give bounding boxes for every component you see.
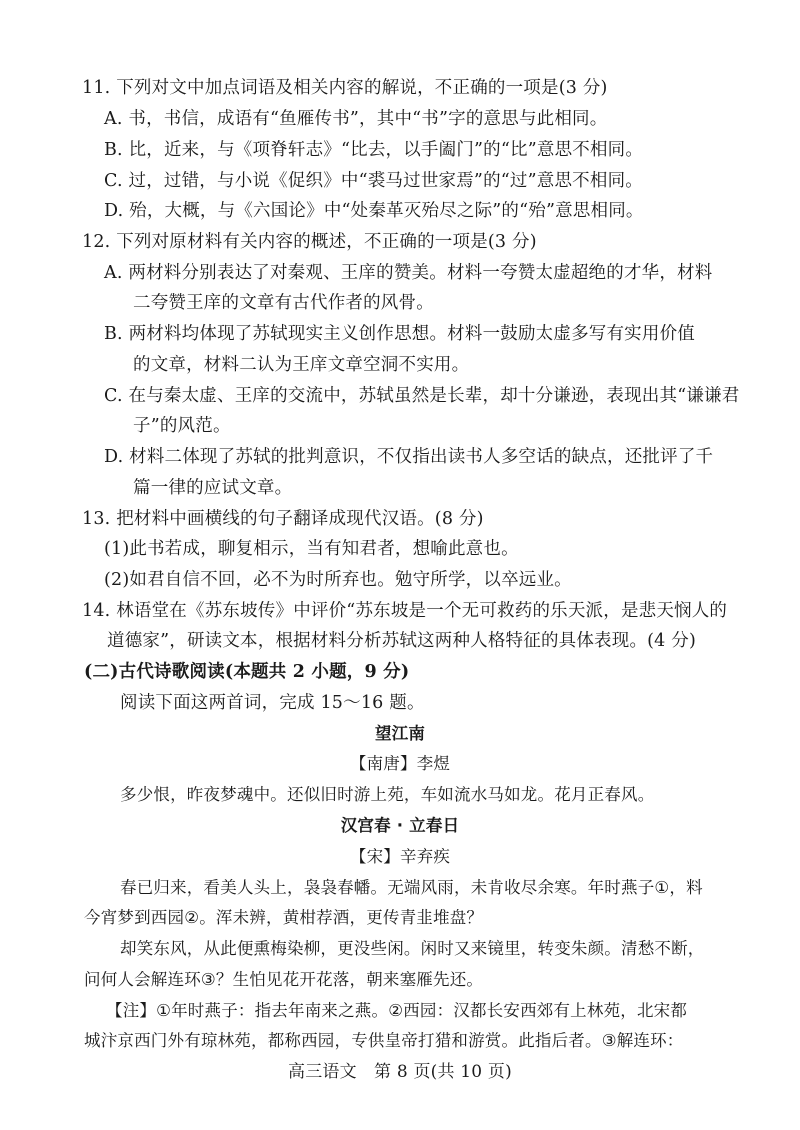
poem2-stanza1-cont: 今宵梦到西园②。浑未辨，黄柑荐酒，更传青韭堆盘？ (84, 908, 484, 927)
poem2-stanza2: 却笑东风，从此便熏梅染柳，更没些闲。闲时又来镜里，转变朱颜。清愁不断， (120, 939, 705, 958)
q12-stem: 12. 下列对原材料有关内容的概述，不正确的一项是(3 分) (82, 232, 537, 252)
section-heading: (二)古代诗歌阅读(本题共 2 小题，9 分) (84, 662, 410, 682)
q13-sentence-2: (2)如君自信不回，必不为时所弃也。勉守所学，以卒远业。 (104, 570, 572, 590)
q11-option-c: C. 过，过错，与小说《促织》中“裘马过世家焉”的“过”意思不相同。 (104, 171, 643, 191)
q12-option-a: A. 两材料分别表达了对秦观、王庠的赞美。材料一夸赞太虚超绝的才华，材料 (104, 263, 713, 283)
poem1-text: 多少恨，昨夜梦魂中。还似旧时游上苑，车如流水马如龙。花月正春风。 (120, 785, 655, 804)
poem2-stanza2-cont: 问何人会解连环③？生怕见花开花落，朝来塞雁先还。 (84, 970, 484, 989)
poem1-author: 【南唐】李煜 (349, 754, 451, 773)
q11-stem: 11. 下列对文中加点词语及相关内容的解说，不正确的一项是(3 分) (82, 78, 608, 98)
poem2-author: 【宋】辛弃疾 (349, 847, 451, 866)
q11-option-d: D. 殆，大概，与《六国论》中“处秦革灭殆尽之际”的“殆”意思相同。 (104, 201, 644, 221)
q13-sentence-1: (1)此书若成，聊复相示，当有知君者，想喻此意也。 (104, 539, 519, 559)
q12-option-b: B. 两材料均体现了苏轼现实主义创作思想。材料一鼓励太虚多写有实用价值 (104, 324, 695, 344)
q11-option-a: A. 书，书信，成语有“鱼雁传书”，其中“书”字的意思与此相同。 (104, 109, 608, 129)
section-intro: 阅读下面这两首词，完成 15～16 题。 (120, 693, 425, 713)
q14-stem: 14. 林语堂在《苏东坡传》中评价“苏东坡是一个无可救药的乐天派，是悲天悯人的 (82, 601, 728, 621)
q12-option-c: C. 在与秦太虚、王庠的交流中，苏轼虽然是长辈，却十分谦逊，表现出其“谦谦君 (104, 386, 740, 406)
q13-stem: 13. 把材料中画横线的句子翻译成现代汉语。(8 分) (82, 509, 484, 529)
notes-line-2: 城汴京西门外有琼林苑，都称西园，专供皇帝打猎和游赏。此指后者。③解连环： (84, 1031, 684, 1050)
q12-option-d-cont: 篇一律的应试文章。 (133, 478, 293, 498)
q12-option-a-cont: 二夸赞王庠的文章有古代作者的风骨。 (133, 293, 434, 313)
poem1-title: 望江南 (374, 724, 426, 743)
poem2-title: 汉宫春 · 立春日 (340, 816, 460, 835)
q11-option-b: B. 比，近来，与《项脊轩志》“比去，以手阖门”的“比”意思不相同。 (104, 140, 644, 160)
page-footer: 高三语文 第 8 页(共 10 页) (288, 1062, 512, 1082)
q12-option-b-cont: 的文章，材料二认为王庠文章空洞不实用。 (133, 355, 470, 375)
q14-stem-cont: 道德家”，研读文本，根据材料分析苏轼这两种人格特征的具体表现。(4 分) (107, 631, 696, 651)
poem2-stanza1: 春已归来，看美人头上，袅袅春幡。无端风雨，未肯收尽余寒。年时燕子①，料 (120, 878, 703, 897)
q12-option-d: D. 材料二体现了苏轼的批判意识，不仅指出读书人多空话的缺点，还批评了千 (104, 447, 714, 467)
q12-option-c-cont: 子”的风范。 (133, 416, 231, 436)
notes-line-1: 【注】①年时燕子：指去年南来之燕。②西园：汉都长安西郊有上林苑，北宋都 (106, 1001, 688, 1020)
